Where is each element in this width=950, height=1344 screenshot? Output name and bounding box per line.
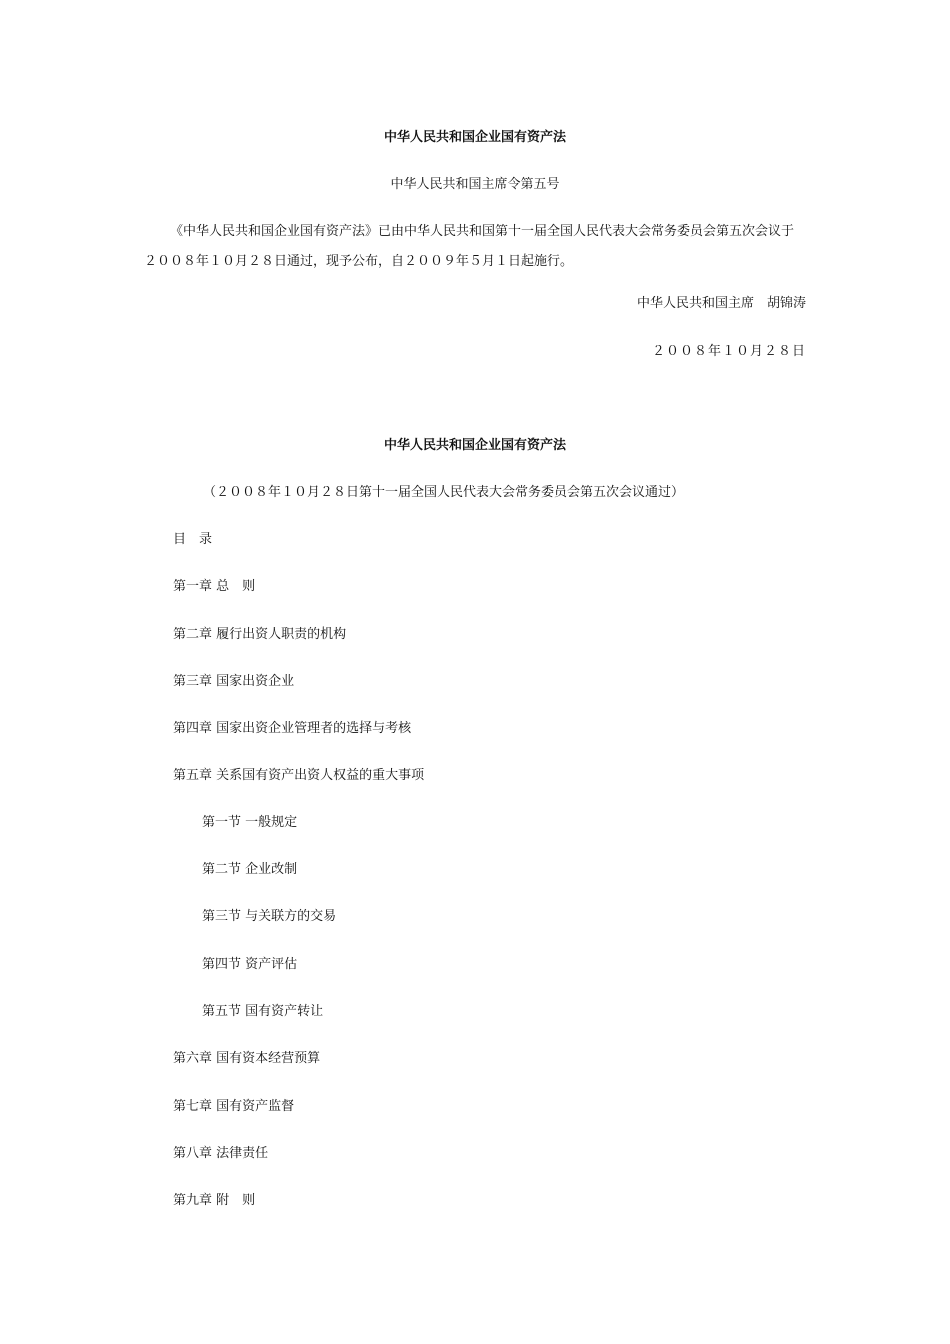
toc-item-chapter-4: 第四章 国家出资企业管理者的选择与考核 <box>173 721 412 736</box>
toc-heading: 目 录 <box>173 532 213 547</box>
toc-item-chapter-6: 第六章 国有资本经营预算 <box>173 1051 321 1066</box>
toc-item-chapter-9: 第九章 附 则 <box>173 1193 256 1208</box>
adoption-note: （２００８年１０月２８日第十一届全国人民代表大会常务委员会第五次会议通过） <box>203 485 685 500</box>
toc-item-chapter-5: 第五章 关系国有资产出资人权益的重大事项 <box>173 768 425 783</box>
toc-item-section-5: 第五节 国有资产转让 <box>202 1004 324 1019</box>
toc-item-section-4: 第四节 资产评估 <box>202 957 298 972</box>
toc-item-chapter-8: 第八章 法律责任 <box>173 1146 269 1161</box>
promulgation-date: ２００８年１０月２８日 <box>651 344 806 359</box>
law-title: 中华人民共和国企业国有资产法 <box>383 438 566 453</box>
toc-item-section-3: 第三节 与关联方的交易 <box>202 909 337 924</box>
toc-item-chapter-3: 第三章 国家出资企业 <box>173 674 295 689</box>
document-title: 中华人民共和国企业国有资产法 <box>383 130 566 145</box>
toc-item-chapter-2: 第二章 履行出资人职责的机构 <box>173 627 347 642</box>
presidential-order-number: 中华人民共和国主席令第五号 <box>390 177 560 192</box>
toc-item-section-1: 第一节 一般规定 <box>202 815 298 830</box>
promulgation-paragraph: 《中华人民共和国企业国有资产法》已由中华人民共和国第十一届全国人民代表大会常务委员会第五次会议于２００８年１０月２８日通过，现予公布，自２００９年５月１日起施行。 <box>144 224 795 269</box>
toc-item-section-2: 第二节 企业改制 <box>202 862 298 877</box>
toc-item-chapter-7: 第七章 国有资产监督 <box>173 1099 295 1114</box>
toc-item-chapter-1: 第一章 总 则 <box>173 579 256 594</box>
signatory: 中华人民共和国主席 胡锦涛 <box>636 296 806 311</box>
